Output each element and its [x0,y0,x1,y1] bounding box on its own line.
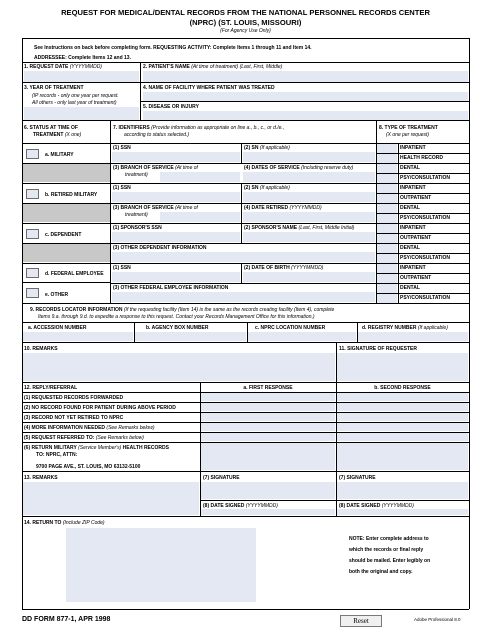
disease-field[interactable] [143,111,468,120]
treatment-type-label: INPATIENT [400,145,426,151]
reply-row4-label: (4) MORE INFORMATION NEEDED (See Remarks below) [24,425,155,431]
form-subtitle: (NPRC) (ST. LOUIS, MISSOURI) [189,18,302,27]
ret-sn-field[interactable] [243,192,375,202]
item13-label: 13. REMARKS [24,475,58,481]
reply-row5-label: (5) REQUEST REFERRED TO: (See Remarks below) [24,435,144,441]
item2-label: 2. PATIENT'S NAME (At time of treatment) (Last, First, Middle) [143,64,283,70]
status-other-label: e. OTHER [45,292,69,298]
treatment-type-checkbox[interactable] [377,254,397,263]
treatment-type-label: PSY/CONSULTATION [400,215,450,221]
reply-row3-label: (3) RECORD NOT YET RETIRED TO NPRC [24,415,124,421]
dep-sponsor-ssn-label: (1) SPONSOR'S SSN [113,225,162,231]
treatment-type-checkbox[interactable] [377,204,397,213]
treatment-type-label: DENTAL [400,165,420,171]
treatment-type-checkbox[interactable] [377,194,397,203]
mil-ssn-field[interactable] [112,152,240,162]
status-dependent-label: c. DEPENDENT [45,232,82,238]
item8-label: 8. TYPE OF TREATMENT [379,125,438,131]
reset-button[interactable]: Reset [340,615,382,627]
shaded-cell [23,204,110,222]
second-date-field[interactable] [337,509,468,515]
patient-name-field[interactable] [143,71,468,82]
agency-use-note: (For Agency Use Only) [220,28,271,34]
mil-branch-label: (3) BRANCH OF SERVICE (At time of [113,165,198,171]
treatment-type-checkbox[interactable] [377,174,397,183]
treatment-type-label: PSY/CONSULTATION [400,295,450,301]
second-response-r4[interactable] [337,423,468,431]
mil-sn-field[interactable] [243,152,375,162]
instructions-text: See Instructions on back before completing form. REQUESTING ACTIVITY: Complete Items 1 through 11 and Item 14. [34,45,312,51]
second-signature-field[interactable] [337,482,468,499]
fed-dob-label: (2) DATE OF BIRTH (YYYYMMDD) [244,265,324,271]
form-number: DD FORM 877-1, APR 1998 [22,616,111,623]
status-federal-checkbox[interactable] [26,268,39,278]
ret-sn-label: (2) SN (If applicable) [244,185,290,191]
item7-label: 7. IDENTIFIERS (Provide information as appropriate on line a., b., c., or d./e., [113,125,285,131]
fed-other-field[interactable] [112,292,375,302]
treatment-type-label: INPATIENT [400,265,426,271]
treatment-type-label: HEALTH RECORD [400,155,443,161]
dep-other-field[interactable] [112,252,375,262]
first-response-label: a. FIRST RESPONSE [243,385,293,391]
second-response-r3[interactable] [337,413,468,421]
mil-branch-hint: treatment) [125,172,148,178]
status-retired-label: b. RETIRED MILITARY [45,192,98,198]
treatment-type-checkbox[interactable] [377,234,397,243]
item14-note-line2: which the records or final reply [349,547,424,553]
status-dependent-checkbox[interactable] [26,229,39,239]
status-federal-label: d. FEDERAL EMPLOYEE [45,271,104,277]
facility-name-field[interactable] [143,92,468,101]
first-signature-field[interactable] [201,482,335,499]
ret-ssn-field[interactable] [112,192,240,202]
mil-dates-field[interactable] [243,172,375,182]
remarks-field[interactable] [23,353,335,381]
first-response-r2[interactable] [201,403,335,411]
treatment-type-label: DENTAL [400,285,420,291]
reply-row6-label: (6) RETURN MILITARY (Service Member's) HEALTH RECORDS [24,445,169,451]
form-title: REQUEST FOR MEDICAL/DENTAL RECORDS FROM THE NATIONAL PERSONNEL RECORDS CENTER [61,8,430,17]
item9-hint2: Items 9.a. through 9.d. to expedite a response to this request. Contact your Records Management Office for this information.) [38,314,315,320]
first-response-r6[interactable] [201,443,335,470]
treatment-type-label: DENTAL [400,205,420,211]
ret-ssn-label: (1) SSN [113,185,131,191]
treatment-type-label: OUTPATIENT [400,195,432,201]
return-to-address-field[interactable] [66,528,256,602]
sig7-label-second: (7) SIGNATURE [339,475,376,481]
first-response-r3[interactable] [201,413,335,421]
first-response-r5[interactable] [201,433,335,441]
mil-dates-label: (4) DATES OF SERVICE (Including reserve duty) [244,165,354,171]
registry-field[interactable] [358,332,468,341]
item14-note-line1: NOTE: Enter complete address to [349,536,429,542]
item11-label: 11. SIGNATURE OF REQUESTER [339,346,417,352]
producer-text: Adobe Professional 8.0 [414,617,461,622]
treatment-type-label: PSY/CONSULTATION [400,255,450,261]
dep-sponsor-ssn-field[interactable] [112,232,240,242]
second-response-r6[interactable] [337,443,468,470]
treatment-type-checkbox[interactable] [377,294,397,303]
requester-signature-field[interactable] [337,353,468,381]
ret-branch-label: (3) BRANCH OF SERVICE (At time of [113,205,198,211]
addressee-text: ADDRESSEE: Complete Items 12 and 13. [34,55,131,61]
mil-ssn-label: (1) SSN [113,145,131,151]
nprc-location-label: c. NPRC LOCATION NUMBER [255,325,326,331]
ret-date-label: (4) DATE RETIRED (YYYYMMDD) [244,205,322,211]
treatment-type-checkbox[interactable] [377,224,397,233]
fed-ssn-label: (1) SSN [113,265,131,271]
status-other-checkbox[interactable] [26,288,39,298]
status-retired-checkbox[interactable] [26,189,39,199]
item8-hint: (X one per request) [386,132,430,138]
item5-label: 5. DISEASE OR INJURY [143,104,199,110]
item6-label1: 6. STATUS AT TIME OF [24,125,78,131]
item3-hint1: (IP records - only one year per request. [32,93,119,99]
nprc-address: 9700 PAGE AVE., ST. LOUIS, MO 63132-5100 [36,464,141,470]
item14-label: 14. RETURN TO (Include ZIP Code) [24,520,105,526]
sig7-label-first: (7) SIGNATURE [203,475,240,481]
fed-dob-field[interactable] [243,272,375,282]
item12-label: 12. REPLY/REFERRAL [24,385,78,391]
agency-box-label: b. AGENCY BOX NUMBER [146,325,209,331]
agency-box-field[interactable] [135,332,246,341]
treatment-type-label: INPATIENT [400,225,426,231]
item6-label2: TREATMENT (X one) [33,132,82,138]
reply-row6-to: TO: NPRC, ATTN: [36,452,78,458]
first-date-field[interactable] [201,509,335,515]
second-response-r1[interactable] [337,393,468,401]
treatment-type-checkbox[interactable] [377,274,397,283]
fed-ssn-field[interactable] [112,272,240,282]
dep-sponsor-name-field[interactable] [243,232,375,242]
ret-date-field[interactable] [243,212,375,222]
treatment-type-checkbox[interactable] [377,264,397,273]
treatment-type-checkbox[interactable] [377,184,397,193]
item7-hint2: according to status selected.) [124,132,190,138]
item4-label: 4. NAME OF FACILITY WHERE PATIENT WAS TREATED [143,85,275,91]
status-military-label: a. MILITARY [45,152,74,158]
item3-label: 3. YEAR OF TREATMENT [24,85,84,91]
reply-row2-label: (2) NO RECORD FOUND FOR PATIENT DURING ABOVE PERIOD [24,405,176,411]
treatment-type-checkbox[interactable] [377,164,397,173]
ret-branch-hint: treatment) [125,212,148,218]
treatment-type-checkbox[interactable] [377,154,397,163]
item1-label: 1. REQUEST DATE (YYYYMMDD) [24,64,102,70]
dep-other-label: (3) OTHER DEPENDENT INFORMATION [113,245,207,251]
second-response-r2[interactable] [337,403,468,411]
item14-note-line3: should be mailed. Enter legibly on [349,558,431,564]
item14-note-line4: both the original and copy. [349,569,413,575]
first-response-r4[interactable] [201,423,335,431]
second-response-label: b. SECOND RESPONSE [374,385,431,391]
reply-row1-label: (1) REQUESTED RECORDS FORWARDED [24,395,124,401]
first-response-r1[interactable] [201,393,335,401]
treatment-type-checkbox[interactable] [377,244,397,253]
shaded-cell [23,164,110,182]
year-of-treatment-field[interactable] [24,107,139,120]
date8-label-first: (8) DATE SIGNED (YYYYMMDD) [203,503,278,509]
request-date-field[interactable] [24,71,139,82]
addressee-remarks-field[interactable] [23,482,199,515]
treatment-type-checkbox[interactable] [377,144,397,153]
treatment-type-label: OUTPATIENT [400,275,432,281]
treatment-type-checkbox[interactable] [377,284,397,293]
ret-branch-field[interactable] [160,212,240,222]
item3-hint2: All others - only last year of treatment) [32,100,117,106]
registry-label: d. REGISTRY NUMBER (If applicable) [362,325,448,331]
date8-label-second: (8) DATE SIGNED (YYYYMMDD) [339,503,414,509]
accession-field[interactable] [23,332,133,341]
treatment-type-label: DENTAL [400,245,420,251]
dep-sponsor-name-label: (2) SPONSOR'S NAME (Last, First, Middle Initial) [244,225,355,231]
shaded-cell [23,244,110,262]
mil-branch-field[interactable] [160,172,240,182]
treatment-type-checkbox[interactable] [377,214,397,223]
second-response-r5[interactable] [337,433,468,441]
accession-label: a. ACCESSION NUMBER [28,325,87,331]
status-military-checkbox[interactable] [26,149,39,159]
item9-label: 9. RECORDS LOCATOR INFORMATION (If the requesting facility (Item 14) is the same as the records creating facility (Item 4), complete [30,307,335,313]
treatment-type-label: INPATIENT [400,185,426,191]
mil-sn-label: (2) SN (If applicable) [244,145,290,151]
treatment-type-label: OUTPATIENT [400,235,432,241]
treatment-type-label: PSY/CONSULTATION [400,175,450,181]
fed-other-label: (3) OTHER FEDERAL EMPLOYEE INFORMATION [113,285,229,291]
item10-label: 10. REMARKS [24,346,58,352]
nprc-location-field[interactable] [248,332,356,341]
